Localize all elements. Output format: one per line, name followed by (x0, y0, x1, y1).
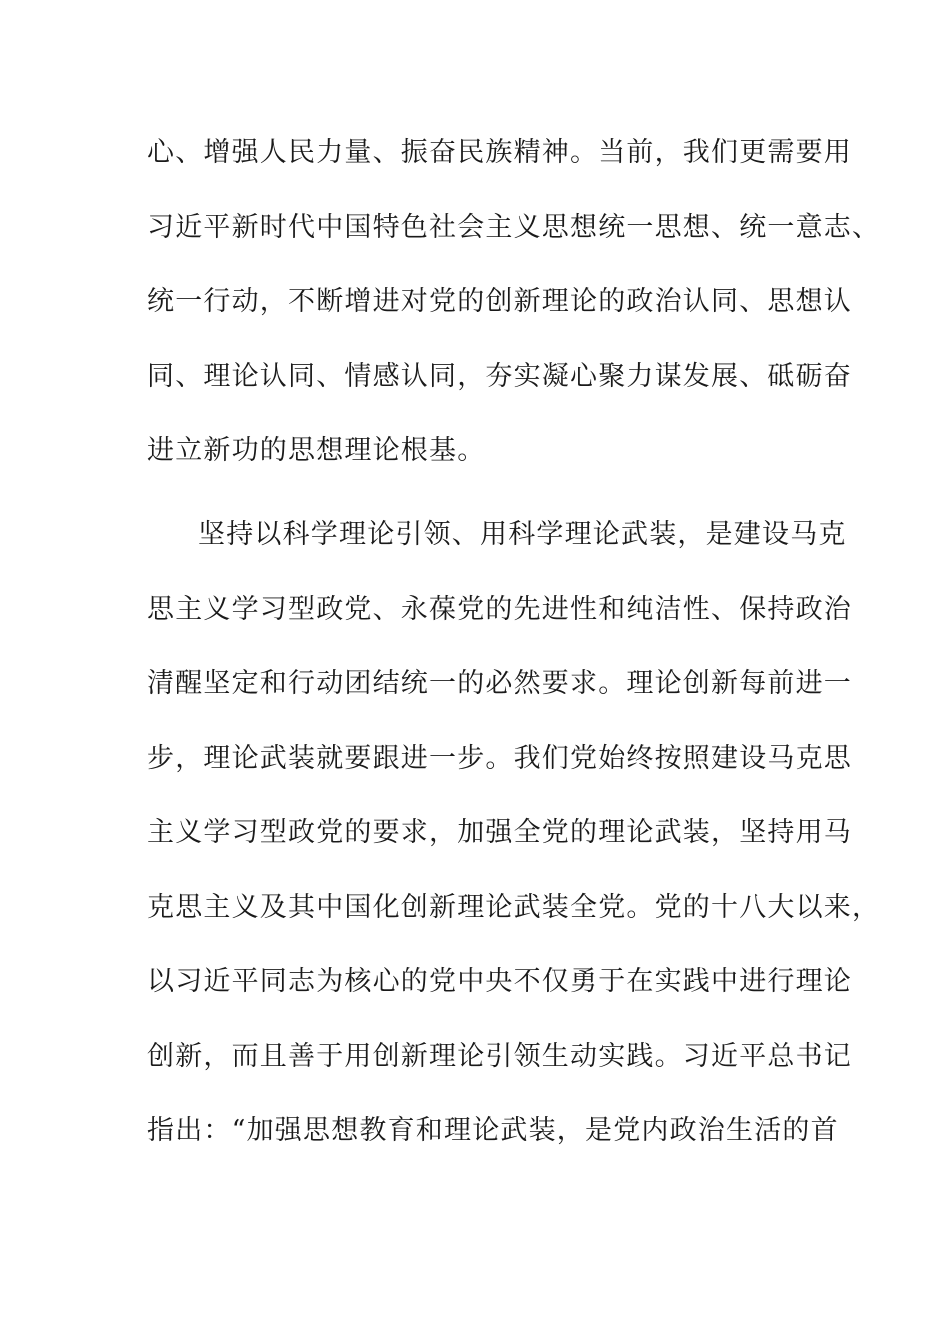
text-line: 清醒坚定和行动团结统一的必然要求。理论创新每前进一 (147, 668, 852, 699)
text-line: 进立新功的思想理论根基。 (147, 435, 486, 466)
text-line: 步，理论武装就要跟进一步。我们党始终按照建设马克思 (147, 743, 852, 774)
text-line: 以习近平同志为核心的党中央不仅勇于在实践中进行理论 (147, 966, 852, 997)
text-line: 同、理论认同、情感认同，夯实凝心聚力谋发展、砥砺奋 (147, 361, 852, 392)
text-line: 统一行动，不断增进对党的创新理论的政治认同、思想认 (147, 286, 852, 317)
text-line: 指出：“加强思想教育和理论武装，是党内政治生活的首 (147, 1115, 839, 1146)
text-line: 主义学习型政党的要求，加强全党的理论武装，坚持用马 (147, 817, 852, 848)
text-line: 思主义学习型政党、永葆党的先进性和纯洁性、保持政治 (147, 594, 852, 625)
text-line: 习近平新时代中国特色社会主义思想统一思想、统一意志、 (147, 212, 881, 243)
text-line: 心、增强人民力量、振奋民族精神。当前，我们更需要用 (147, 137, 852, 168)
text-line: 坚持以科学理论引领、用科学理论武装，是建设马克 (198, 519, 847, 550)
text-line: 克思主义及其中国化创新理论武装全党。党的十八大以来， (147, 892, 881, 923)
text-line: 创新，而且善于用创新理论引领生动实践。习近平总书记 (147, 1041, 852, 1072)
